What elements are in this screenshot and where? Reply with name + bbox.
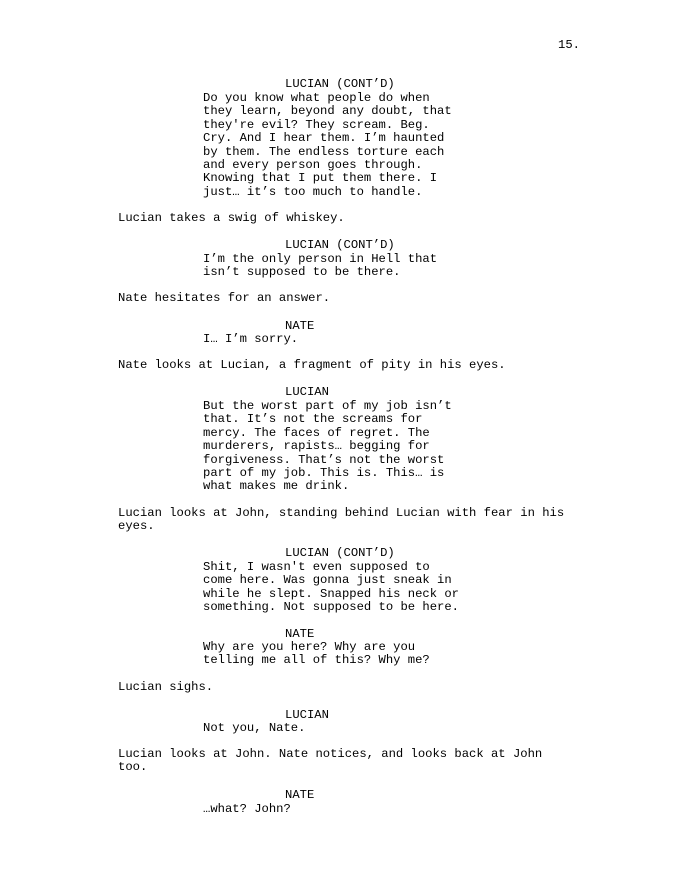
dialogue-line: that. It’s not the screams for xyxy=(203,412,423,427)
action-block xyxy=(118,748,542,775)
action-line: too. xyxy=(118,760,148,775)
dialogue-line: just… it’s too much to handle. xyxy=(203,184,423,199)
action-line: Lucian takes a swig of whiskey. xyxy=(118,211,345,225)
dialogue-block xyxy=(203,641,430,668)
action-block xyxy=(118,681,213,694)
action-line: eyes. xyxy=(118,519,155,534)
dialogue-line: by them. The endless torture each xyxy=(203,144,445,159)
dialogue-block xyxy=(203,561,459,615)
dialogue-block xyxy=(203,722,305,735)
dialogue-line: come here. Was gonna just sneak in xyxy=(203,573,452,588)
action-block xyxy=(118,292,330,305)
action-line: Lucian sighs. xyxy=(118,680,214,694)
dialogue-line: I’m the only person in Hell that xyxy=(203,252,438,266)
action-block xyxy=(118,212,345,225)
dialogue-line: something. Not supposed to be here. xyxy=(203,600,459,615)
action-line: Lucian looks at John. Nate notices, and looks back at John xyxy=(118,747,543,761)
character-cue: LUCIAN (CONT’D) xyxy=(285,77,395,91)
dialogue-line: I… I’m sorry. xyxy=(203,332,299,346)
dialogue-block xyxy=(203,333,298,346)
character-cue: NATE xyxy=(285,788,315,802)
dialogue-line: Do you know what people do when xyxy=(203,91,430,105)
dialogue-line: what makes me drink. xyxy=(203,479,350,494)
character-cue: LUCIAN xyxy=(285,385,329,399)
dialogue-line: they're evil? They scream. Beg. xyxy=(203,117,430,132)
dialogue-line: …what? John? xyxy=(203,802,291,816)
character-cue: LUCIAN (CONT’D) xyxy=(285,546,395,560)
dialogue-block xyxy=(203,253,437,280)
page-number: 15. xyxy=(558,38,580,52)
dialogue-line: Knowing that I put them there. I xyxy=(203,171,438,186)
dialogue-line: Not you, Nate. xyxy=(203,721,306,735)
dialogue-line: murderers, rapists… begging for xyxy=(203,439,430,454)
character-cue: NATE xyxy=(285,627,315,641)
dialogue-line: they learn, beyond any doubt, that xyxy=(203,104,452,119)
action-line: Nate looks at Lucian, a fragment of pity in his eyes. xyxy=(118,358,506,372)
dialogue-line: Cry. And I hear them. I’m haunted xyxy=(203,131,445,146)
dialogue-line: Shit, I wasn't even supposed to xyxy=(203,560,430,574)
action-block xyxy=(118,359,506,372)
dialogue-line: telling me all of this? Why me? xyxy=(203,653,430,668)
dialogue-line: isn’t supposed to be there. xyxy=(203,265,401,280)
dialogue-line: part of my job. This is. This… is xyxy=(203,465,445,480)
action-block xyxy=(118,507,564,534)
dialogue-line: Why are you here? Why are you xyxy=(203,640,416,654)
dialogue-block xyxy=(203,92,452,199)
action-line: Nate hesitates for an answer. xyxy=(118,291,331,305)
dialogue-line: while he slept. Snapped his neck or xyxy=(203,586,459,601)
dialogue-block xyxy=(203,400,452,494)
dialogue-block xyxy=(203,803,291,816)
character-cue: NATE xyxy=(285,319,315,333)
action-line: Lucian looks at John, standing behind Lucian with fear in his xyxy=(118,506,565,520)
character-cue: LUCIAN (CONT’D) xyxy=(285,238,395,252)
dialogue-line: and every person goes through. xyxy=(203,157,423,172)
dialogue-line: mercy. The faces of regret. The xyxy=(203,425,430,440)
dialogue-line: forgiveness. That’s not the worst xyxy=(203,452,445,467)
dialogue-line: But the worst part of my job isn’t xyxy=(203,399,452,413)
character-cue: LUCIAN xyxy=(285,708,329,722)
